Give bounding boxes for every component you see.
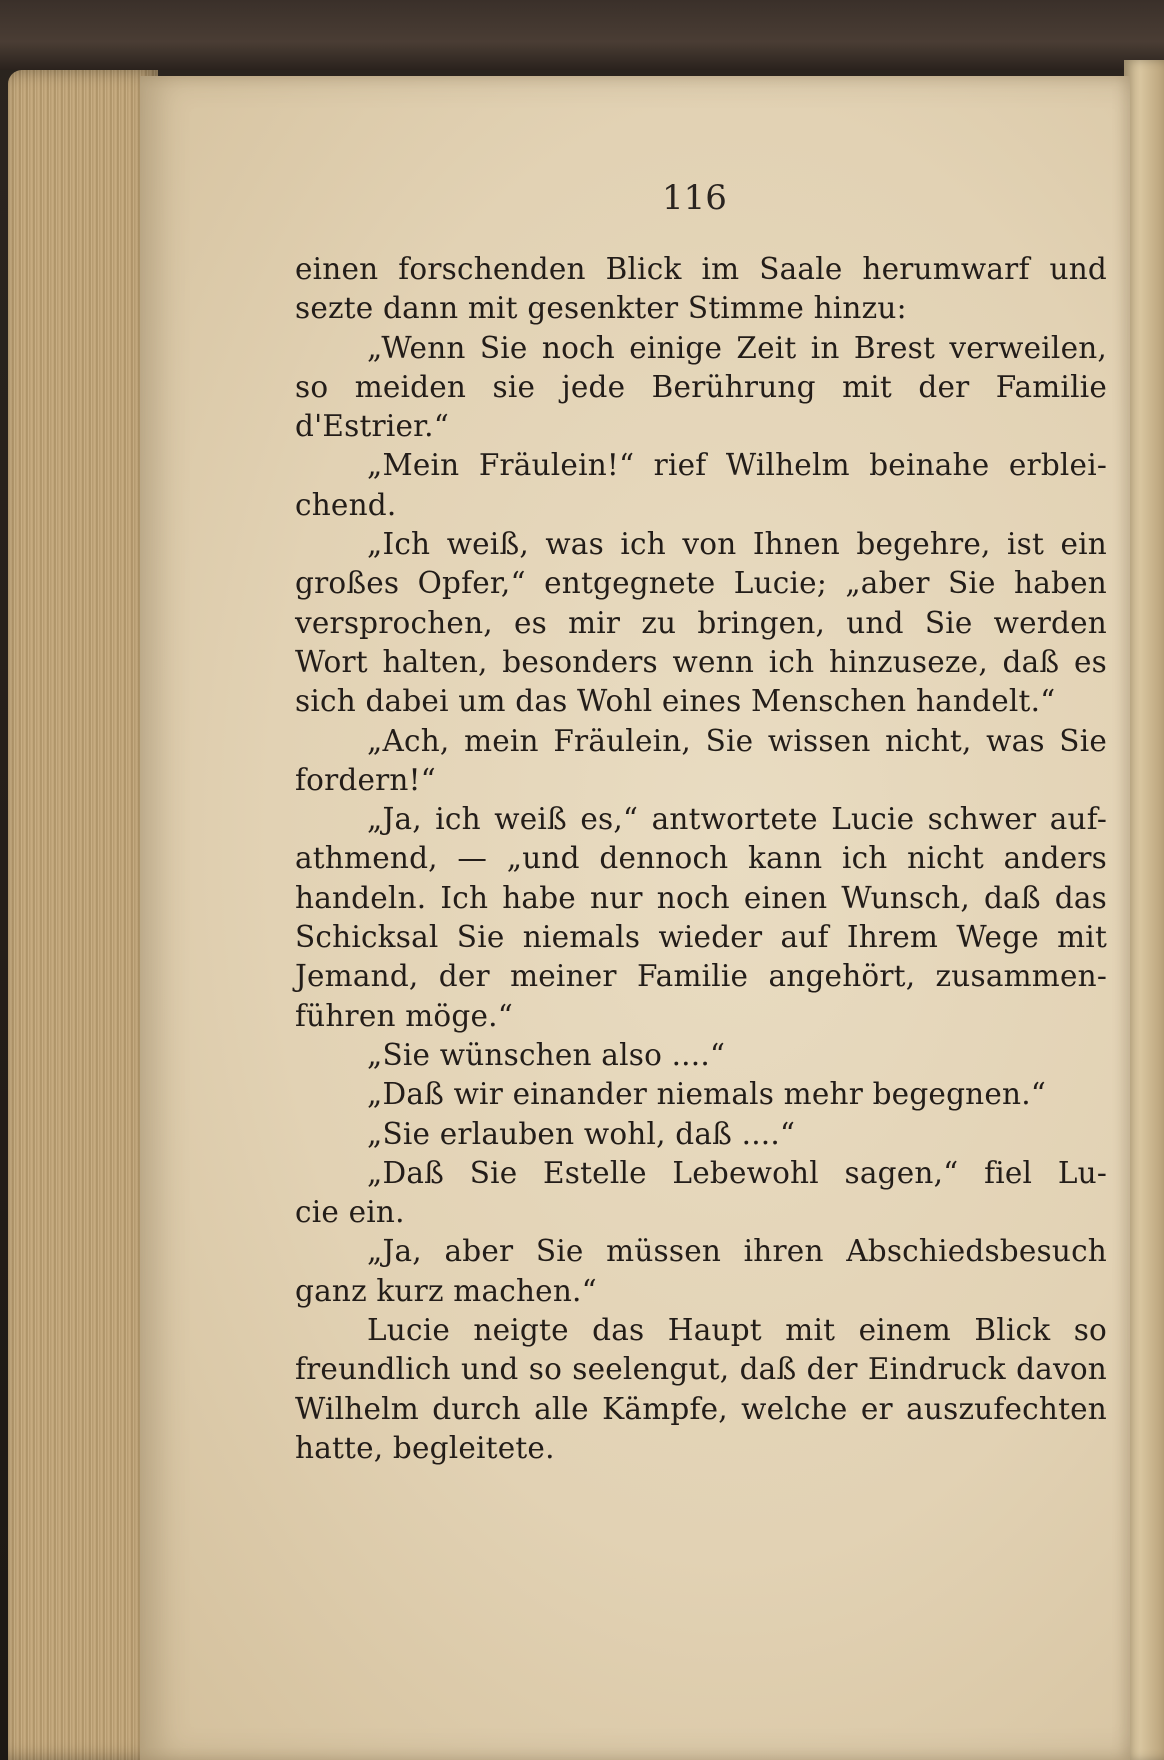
- text-line: führen möge.“: [295, 998, 513, 1033]
- text-line: „Ich weiß, was ich von Ihnen begehre, ist ein: [367, 527, 1107, 562]
- text-line: großes Opfer,“ entgegnete Lucie; „aber Sie haben: [295, 566, 1107, 601]
- text-line: „Ach, mein Fräulein, Sie wissen nicht, was Sie: [367, 723, 1107, 758]
- text-line: „Sie wünschen also ....“: [367, 1037, 726, 1072]
- text-line: ganz kurz machen.“: [295, 1273, 597, 1308]
- text-line: Wort halten, besonders wenn ich hinzuseze, daß es: [295, 644, 1107, 679]
- text-line: Schicksal Sie niemals wieder auf Ihrem Wege mit: [295, 920, 1107, 955]
- page-text: [295, 250, 1107, 1468]
- facing-page-edge: [1124, 60, 1164, 1760]
- text-line: „Wenn Sie noch einige Zeit in Brest verweilen,: [367, 330, 1107, 365]
- text-line: cie ein.: [295, 1195, 405, 1230]
- text-line: so meiden sie jede Berührung mit der Familie: [295, 369, 1107, 404]
- text-line: handeln. Ich habe nur noch einen Wunsch, daß das: [295, 880, 1107, 915]
- text-line: Lucie neigte das Haupt mit einem Blick so: [367, 1313, 1107, 1348]
- page-number: 116: [662, 178, 727, 218]
- text-line: einen forschenden Blick im Saale herumwarf und: [295, 252, 1107, 286]
- text-line: „Ja, ich weiß es,“ antwortete Lucie schwer auf-: [367, 802, 1107, 837]
- text-line: „Sie erlauben wohl, daß ....“: [367, 1116, 796, 1151]
- text-line: sich dabei um das Wohl eines Menschen handelt.“: [295, 684, 1056, 719]
- book-cover-edge: [0, 0, 1164, 70]
- text-line: sezte dann mit gesenkter Stimme hinzu:: [295, 291, 907, 326]
- text-line: Wilhelm durch alle Kämpfe, welche er auszufechten: [295, 1391, 1107, 1426]
- text-line: „Ja, aber Sie müssen ihren Abschiedsbesuch: [367, 1234, 1107, 1269]
- text-line: „Daß Sie Estelle Lebewohl sagen,“ fiel Lu-: [367, 1155, 1107, 1190]
- text-line: d'Estrier.“: [295, 409, 450, 444]
- text-line: „Daß wir einander niemals mehr begegnen.“: [367, 1077, 1047, 1112]
- text-line: fordern!“: [295, 762, 436, 797]
- page-stack-edge: [8, 70, 158, 1760]
- text-line: „Mein Fräulein!“ rief Wilhelm beinahe erblei-: [367, 448, 1107, 483]
- text-line: Jemand, der meiner Familie angehört, zusammen-: [295, 959, 1107, 994]
- text-line: athmend, — „und dennoch kann ich nicht anders: [295, 841, 1107, 876]
- text-line: chend.: [295, 487, 397, 522]
- text-line: versprochen, es mir zu bringen, und Sie werden: [295, 605, 1107, 640]
- text-line: hatte, begleitete.: [295, 1430, 555, 1465]
- text-line: freundlich und so seelengut, daß der Eindruck davon: [295, 1352, 1107, 1387]
